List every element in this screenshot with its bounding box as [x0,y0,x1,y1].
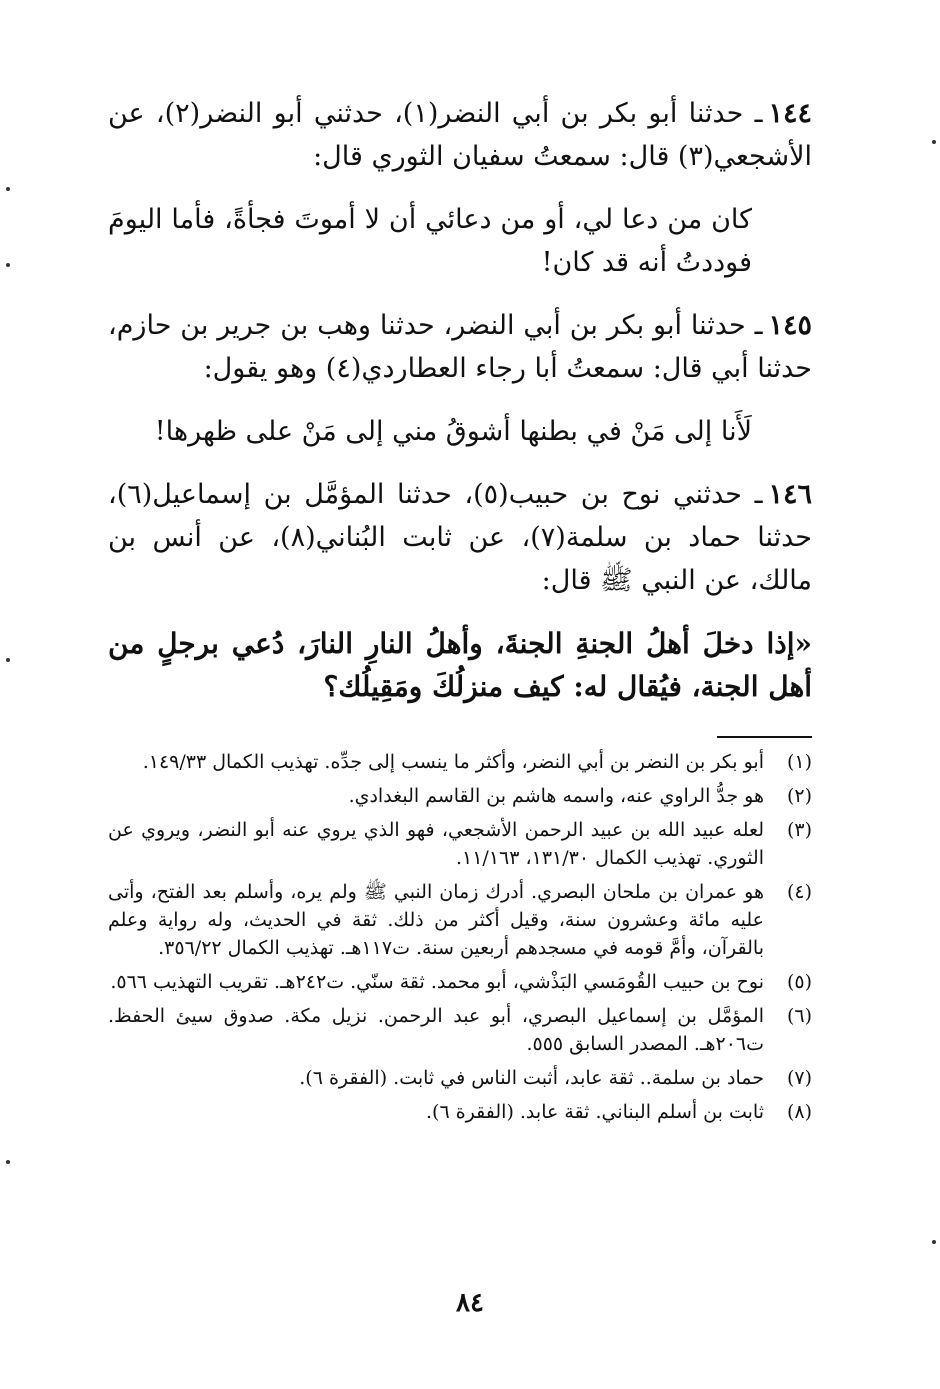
scan-speck [6,1160,10,1164]
footnote [108,816,812,872]
footnote-mark: (٤) [786,881,812,903]
footnote [108,782,812,810]
footnote [108,878,812,962]
footnote-text: المؤمَّل بن إسماعيل البصري، أبو عبد الرحمن. نزيل مكة. صدوق سيئ الحفظ. ت٢٠٦هـ. المصدر السابق ٥٥٥. [108,1005,764,1055]
footnote-mark: (٦) [786,1005,812,1027]
scan-speck [6,263,10,267]
hadith-number: ١٤٦ [768,479,813,510]
paragraph-145 [108,304,812,390]
footnote-text: ثابت بن أسلم البناني. ثقة عابد. (الفقرة ٦). [426,1101,764,1123]
footnote [108,1064,812,1092]
paragraph-text: ـ حدثنا أبو بكر بن أبي النضر، حدثنا وهب بن جرير بن حازم، حدثنا أبي قال: سمعتُ أبا رجاء العطاردي(٤) وهو يقول: [108,310,812,384]
paragraph-144 [108,92,812,178]
footnote [108,1098,812,1126]
scan-speck [6,187,10,191]
footnote-mark: (٧) [786,1067,812,1089]
quote-paragraph: كان من دعا لي، أو من دعائي أن لا أموتَ فجأةً، فأما اليومَ فوددتُ أنه قد كان! [108,204,752,278]
quote-paragraph: لَأَنا إلى مَنْ في بطنها أشوقُ مني إلى مَنْ على ظهرها! [154,416,752,447]
footnote [108,1002,812,1058]
paragraph-text: ـ حدثني نوح بن حبيب(٥)، حدثنا المؤمَّل بن إسماعيل(٦)، حدثنا حماد بن سلمة(٧)، عن ثابت البُناني(٨)، عن أنس بن مالك، عن النبي ﷺ قال: [108,479,812,596]
scan-speck [932,1240,936,1244]
footnote-mark: (٨) [786,1101,812,1123]
footnote-mark: (٣) [786,819,812,841]
footnote-text: نوح بن حبيب القُومَسي البَذْشي، أبو محمد. ثقة سنّي. ت٢٤٢هـ. تقريب التهذيب ٥٦٦. [110,971,764,993]
footnote-text: لعله عبيد الله بن عبيد الرحمن الأشجعي، فهو الذي يروي عنه أبو النضر، ويروي عن الثوري. تهذيب الكمال ١٣١/٣٠، ١١/١٦٣. [108,819,764,869]
footnote-text: حماد بن سلمة.. ثقة عابد، أثبت الناس في ثابت. (الفقرة ٦). [299,1067,764,1089]
hadith-text: «إذا دخلَ أهلُ الجنةِ الجنةَ، وأهلُ النارِ النارَ، دُعي برجلٍ من أهل الجنة، فيُقال له: كيف منزلُكَ ومَقِيلُك؟ [108,627,812,703]
footnotes [108,748,812,1126]
footnote-mark: (١) [786,751,812,773]
scan-speck [932,140,936,144]
hadith-number: ١٤٥ [768,310,812,341]
footnote-mark: (٢) [786,785,812,807]
footnote-text: هو جدُّ الراوي عنه، واسمه هاشم بن القاسم البغدادي. [348,785,764,807]
footnote-mark: (٥) [786,971,812,993]
scan-speck [6,658,10,662]
footnote-text: هو عمران بن ملحان البصري. أدرك زمان النبي ﷺ ولم يره، وأسلم بعد الفتح، وأتى عليه مائة وعشرون سنة، وقيل أكثر من ذلك. ثقة في الحديث، وله رواية وعلم بالقرآن، وأمَّ قومه في مسجدهم أربعين سنة. ت١١٧هـ. تهذيب الكمال ٣٥٦/٢٢. [108,881,764,959]
footnote-divider [717,736,812,738]
footnote [108,748,812,776]
page-number: ٨٤ [456,1288,484,1318]
main-text [108,92,812,708]
paragraph-146 [108,473,812,602]
hadith-number: ١٤٤ [768,98,812,129]
paragraph-text: ـ حدثنا أبو بكر بن أبي النضر(١)، حدثني أبو النضر(٢)، عن الأشجعي(٣) قال: سمعتُ سفيان الثوري قال: [108,98,812,172]
footnote [108,968,812,996]
footnote-text: أبو بكر بن النضر بن أبي النضر، وأكثر ما ينسب إلى جدِّه. تهذيب الكمال ١٤٩/٣٣. [142,751,764,773]
